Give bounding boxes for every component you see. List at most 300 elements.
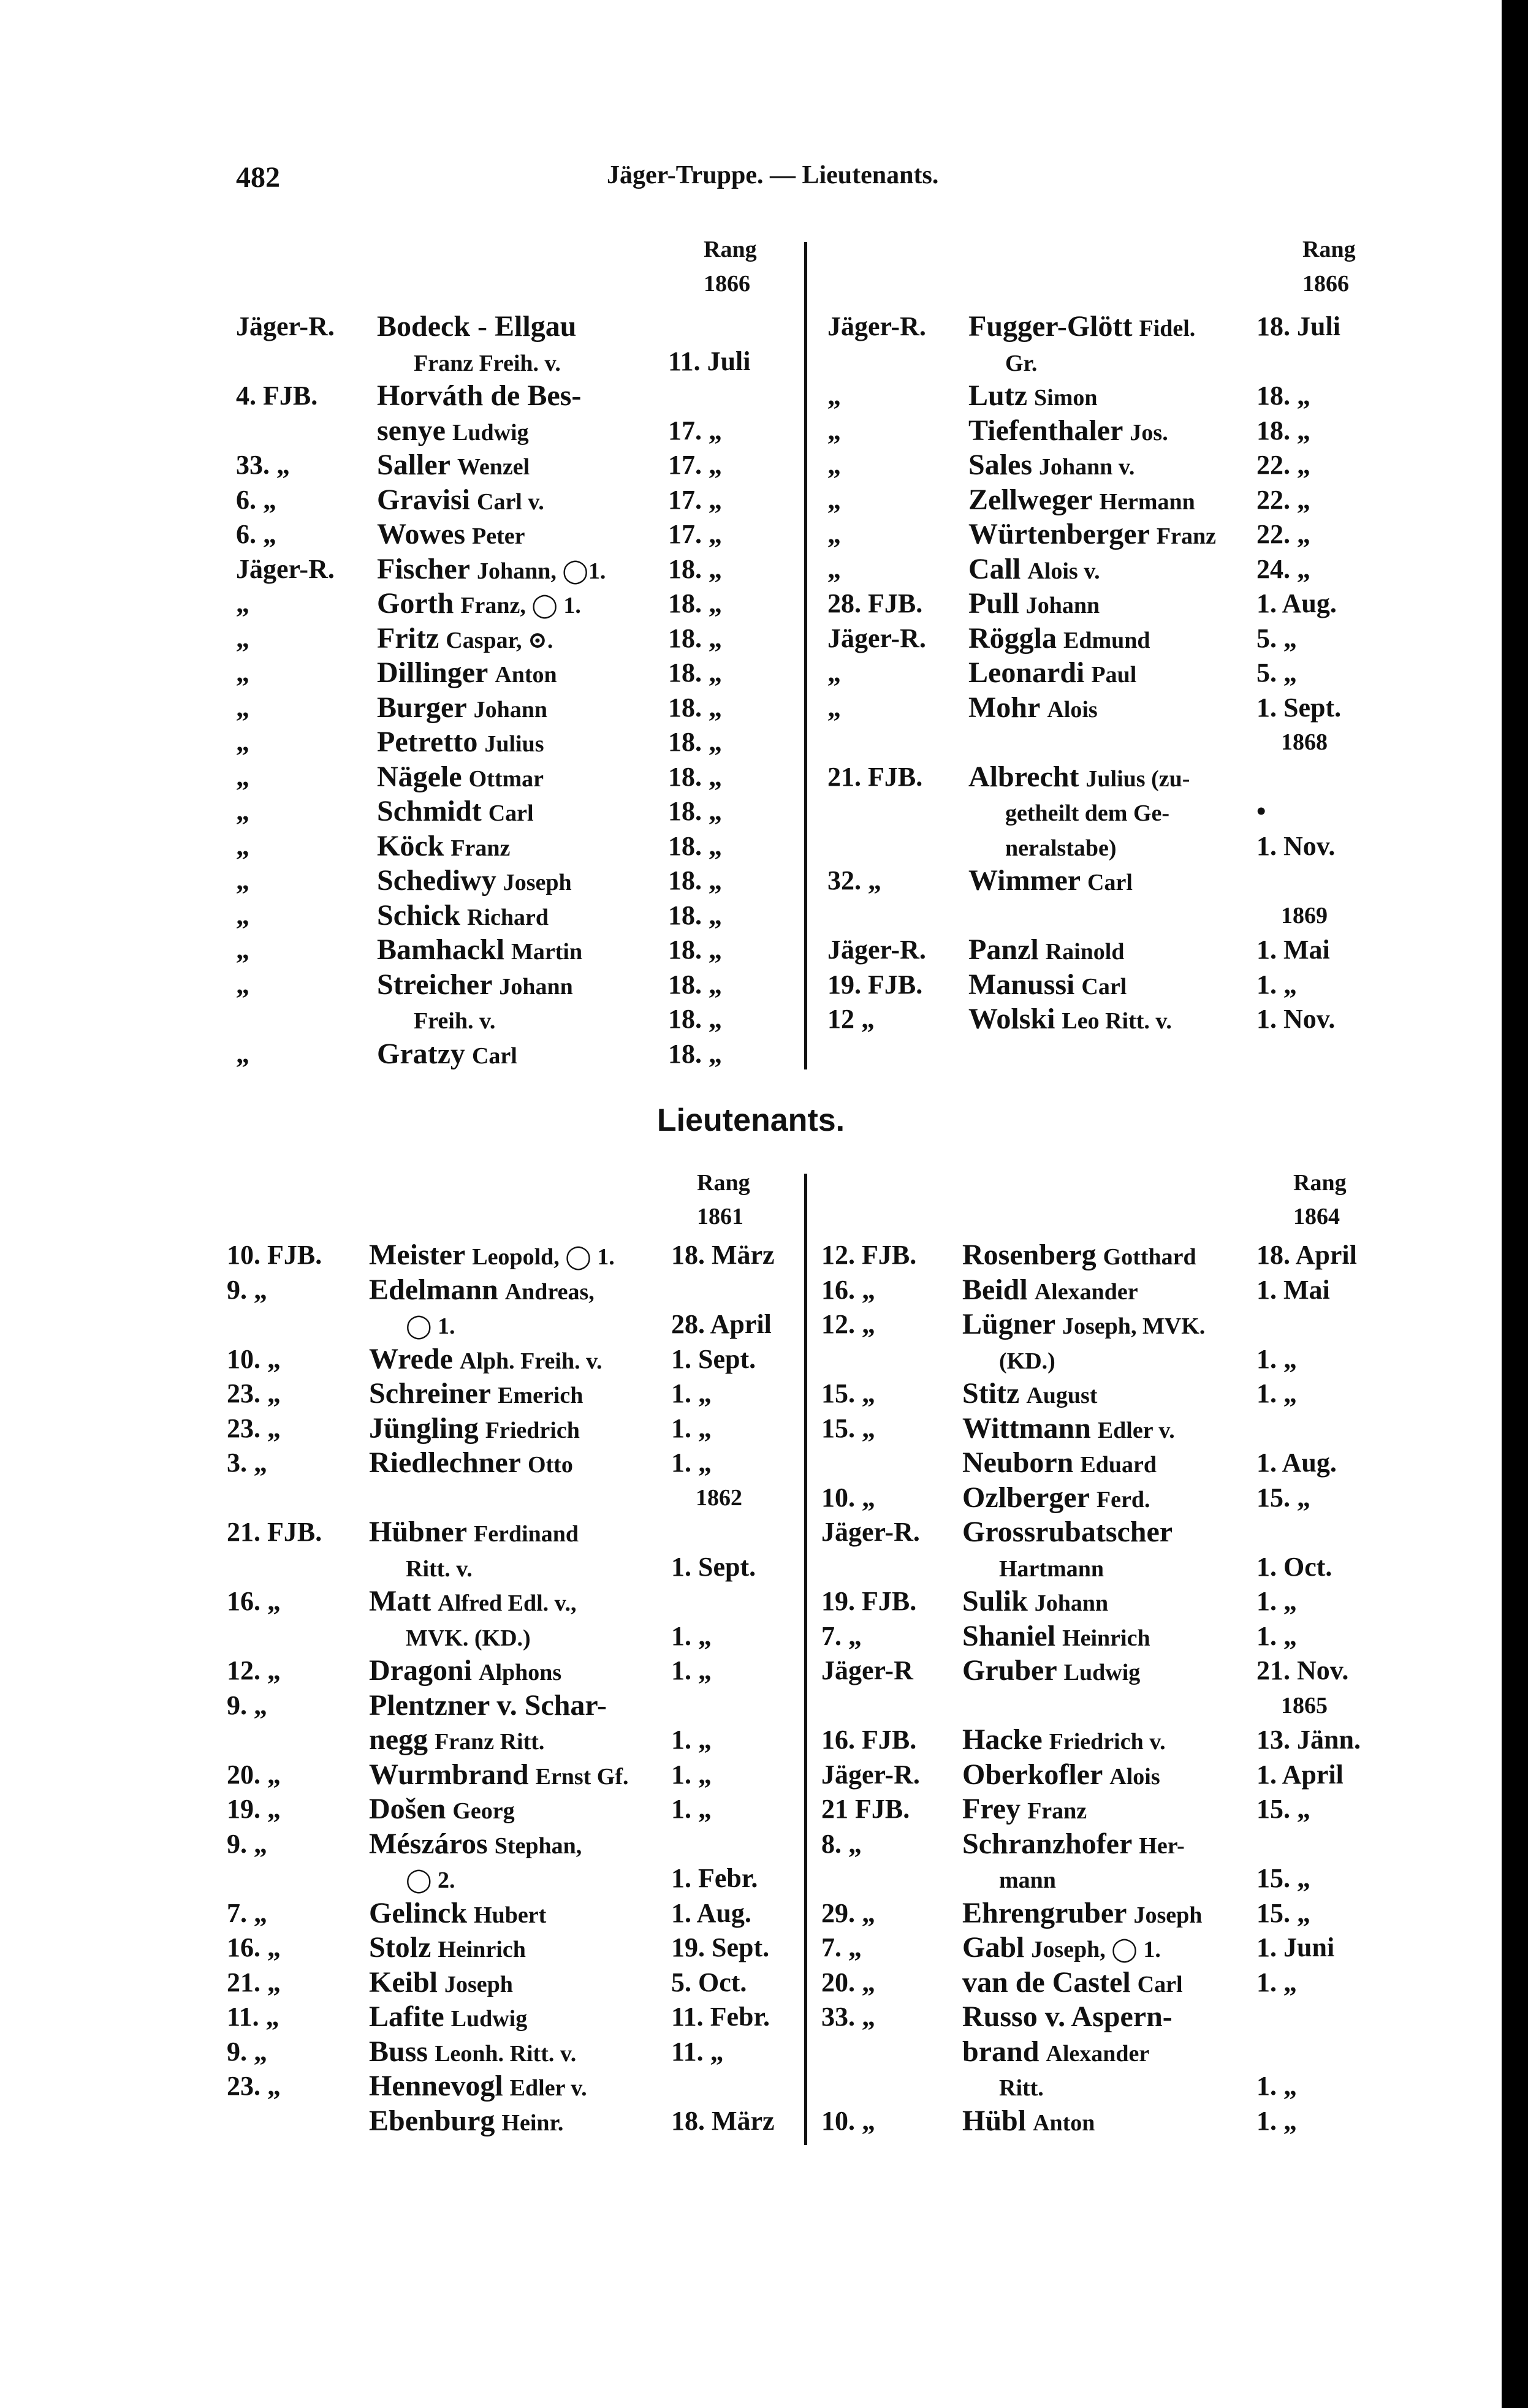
list-item bbox=[0, 1515, 1502, 1549]
officer-name: Bodeck - Ellgau bbox=[377, 310, 577, 343]
officer-name: Gorth bbox=[377, 587, 454, 620]
list-item bbox=[0, 1307, 1502, 1342]
unit-label: 16. „ bbox=[227, 1932, 281, 1962]
officer-name: Wimmer bbox=[968, 864, 1081, 897]
officer-name: Došen bbox=[369, 1793, 446, 1825]
unit-label: 7. „ bbox=[821, 1932, 862, 1962]
officer-name: Wrede bbox=[369, 1342, 453, 1375]
given-names: Ritt. bbox=[999, 2075, 1044, 2101]
officer-name: Schranzhofer bbox=[962, 1827, 1133, 1860]
officer-name: Tiefenthaler bbox=[968, 414, 1123, 447]
given-names: Ritt. v. bbox=[406, 1555, 473, 1582]
rank-date: 1. „ bbox=[671, 1620, 712, 1651]
rank-date: 1869 bbox=[1281, 902, 1328, 929]
list-item bbox=[0, 794, 1502, 829]
officer-name: Ebenburg bbox=[369, 2104, 495, 2137]
list-item bbox=[0, 1654, 1502, 1688]
unit-label: 23. „ bbox=[227, 1413, 281, 1443]
unit-label: „ bbox=[236, 692, 249, 723]
rank-date: 5. Oct. bbox=[671, 1967, 747, 1997]
officer-name: Dillinger bbox=[377, 656, 488, 689]
given-names: Gr. bbox=[1005, 350, 1038, 376]
officer-name: Schmidt bbox=[377, 795, 482, 827]
officer-name: Ozlberger bbox=[962, 1481, 1090, 1514]
given-names: August bbox=[1026, 1383, 1098, 1408]
officer-name: Dragoni bbox=[369, 1654, 472, 1687]
unit-label: 6. „ bbox=[236, 519, 276, 549]
unit-label: „ bbox=[827, 553, 841, 584]
officer-name: Fugger-Glött bbox=[968, 310, 1133, 343]
officer-name: Horváth de Bes- bbox=[377, 379, 582, 412]
unit-label: „ bbox=[236, 796, 249, 826]
given-names: Johann bbox=[473, 696, 548, 723]
given-names: Johann, ◯1. bbox=[476, 558, 606, 584]
rang-year: 1866 bbox=[704, 271, 750, 297]
list-item bbox=[0, 1723, 1502, 1757]
given-names: Franz Freih. v. bbox=[414, 350, 561, 376]
rank-date: 1868 bbox=[1281, 729, 1328, 755]
rank-date: 18. „ bbox=[668, 692, 722, 723]
unit-label: 8. „ bbox=[821, 1828, 862, 1859]
rank-date: 17. „ bbox=[668, 415, 722, 446]
rank-date: 18. „ bbox=[668, 727, 722, 757]
officer-name: Edelmann bbox=[369, 1273, 498, 1306]
rank-date: 1. „ bbox=[1256, 1620, 1297, 1651]
given-names: Fidel. bbox=[1139, 316, 1196, 341]
list-item bbox=[0, 552, 1502, 587]
officer-name: van de Castel bbox=[962, 1966, 1131, 1999]
list-item bbox=[0, 587, 1502, 621]
unit-label: 16. „ bbox=[227, 1586, 281, 1616]
officer-name: Würtenberger bbox=[968, 518, 1150, 550]
list-item bbox=[0, 760, 1502, 794]
officer-name: Gruber bbox=[962, 1654, 1057, 1687]
rank-date: 18. „ bbox=[668, 796, 722, 826]
given-names: Hartmann bbox=[999, 1555, 1104, 1582]
given-names: Peter bbox=[472, 523, 525, 549]
officer-name: Keibl bbox=[369, 1966, 438, 1999]
unit-label: 10. „ bbox=[821, 1482, 875, 1513]
list-item bbox=[0, 2104, 1502, 2138]
officer-name: Schreiner bbox=[369, 1377, 492, 1410]
rank-date: 1. Nov. bbox=[1256, 830, 1336, 861]
list-item bbox=[0, 864, 1502, 898]
given-names: Alois bbox=[1109, 1763, 1160, 1790]
rank-date: 22. „ bbox=[1256, 519, 1310, 549]
rank-date: 22. „ bbox=[1256, 450, 1310, 480]
officer-name: Sulik bbox=[962, 1585, 1028, 1617]
officer-name: Wurmbrand bbox=[369, 1758, 529, 1791]
list-item bbox=[0, 1966, 1502, 2000]
unit-label: 21 FJB. bbox=[821, 1794, 910, 1824]
rank-date: 1. „ bbox=[1256, 1967, 1297, 1997]
unit-label: Jäger-R. bbox=[236, 553, 335, 584]
unit-label: 23. „ bbox=[227, 1378, 281, 1408]
unit-label: 9. „ bbox=[227, 1274, 267, 1305]
rank-date: 1. Sept. bbox=[671, 1551, 756, 1582]
given-names: Julius bbox=[484, 731, 544, 757]
unit-label: 12. „ bbox=[821, 1309, 875, 1339]
officer-name: Hübner bbox=[369, 1516, 468, 1548]
list-item bbox=[0, 1002, 1502, 1036]
given-names: Joseph bbox=[1133, 1902, 1203, 1928]
rank-date: 1. „ bbox=[1256, 1378, 1297, 1408]
list-item bbox=[0, 1758, 1502, 1792]
officer-name: Stolz bbox=[369, 1931, 431, 1964]
unit-label: 7. „ bbox=[227, 1897, 267, 1928]
given-names: Carl bbox=[1081, 973, 1127, 1000]
given-names: Alphons bbox=[479, 1660, 562, 1685]
rang-year: 1861 bbox=[697, 1204, 743, 1229]
given-names: Ferd. bbox=[1096, 1486, 1150, 1513]
given-names: MVK. (KD.) bbox=[406, 1625, 531, 1651]
unit-label: 33. „ bbox=[821, 2002, 875, 2032]
unit-label: Jäger-R. bbox=[827, 935, 926, 965]
given-names: ◯ 1. bbox=[406, 1313, 455, 1339]
list-item bbox=[0, 1411, 1502, 1446]
given-names: Rainold bbox=[1045, 939, 1125, 965]
list-item bbox=[0, 1896, 1502, 1931]
rank-date: 15. „ bbox=[1256, 1482, 1310, 1513]
rang-label: Rang bbox=[704, 237, 757, 262]
rang-label: Rang bbox=[697, 1170, 750, 1196]
given-names: Carl bbox=[1137, 1971, 1183, 1997]
unit-label: 16. „ bbox=[821, 1274, 875, 1305]
rank-date: 1. Aug. bbox=[1256, 588, 1337, 618]
list-item bbox=[0, 483, 1502, 517]
list-item bbox=[0, 414, 1502, 448]
list-item bbox=[0, 1550, 1502, 1584]
given-names: Leopold, ◯ 1. bbox=[472, 1244, 615, 1270]
rank-date: 18. „ bbox=[1256, 381, 1310, 411]
given-names: Edler v. bbox=[509, 2075, 587, 2101]
officer-name: Neuborn bbox=[962, 1446, 1074, 1479]
given-names: Franz, ◯ 1. bbox=[460, 593, 581, 618]
officer-name: Beidl bbox=[962, 1273, 1028, 1306]
unit-label: „ bbox=[827, 484, 841, 515]
given-names: Ernst Gf. bbox=[535, 1763, 629, 1790]
rank-date: 1. „ bbox=[671, 1794, 712, 1824]
unit-label: 19. FJB. bbox=[821, 1586, 917, 1616]
list-item bbox=[0, 1238, 1502, 1272]
unit-label: Jäger-R. bbox=[827, 623, 926, 653]
unit-label: „ bbox=[827, 692, 841, 723]
officer-name: Köck bbox=[377, 829, 444, 862]
unit-label: „ bbox=[236, 865, 249, 895]
officer-name: Albrecht bbox=[968, 760, 1079, 793]
officer-name: Matt bbox=[369, 1585, 431, 1617]
given-names: Alexander bbox=[1034, 1278, 1138, 1305]
rank-date: 1. „ bbox=[671, 1413, 712, 1443]
officer-name: brand bbox=[962, 2035, 1040, 2068]
given-names: Ottmar bbox=[468, 765, 544, 792]
officer-name: Lutz bbox=[968, 379, 1027, 412]
officer-name: Panzl bbox=[968, 933, 1039, 966]
unit-label: 11. „ bbox=[227, 2002, 279, 2032]
rank-date: 17. „ bbox=[668, 484, 722, 515]
list-item bbox=[0, 968, 1502, 1002]
officer-name: Hübl bbox=[962, 2104, 1027, 2137]
rank-date: 1. Mai bbox=[1256, 935, 1330, 965]
unit-label: „ bbox=[236, 935, 249, 965]
given-names: Joseph bbox=[444, 1971, 513, 1997]
list-item bbox=[0, 1584, 1502, 1619]
unit-label: 10. FJB. bbox=[227, 1240, 322, 1270]
rank-date: 18. März bbox=[671, 2105, 775, 2136]
list-item bbox=[0, 656, 1502, 690]
rank-date: 1. „ bbox=[671, 1725, 712, 1755]
rank-date: 19. Sept. bbox=[671, 1932, 770, 1962]
officer-name: Jüngling bbox=[369, 1411, 479, 1445]
rank-date: 18. „ bbox=[668, 658, 722, 688]
officer-name: Bamhackl bbox=[377, 933, 505, 966]
rank-date: 28. April bbox=[671, 1309, 772, 1339]
unit-label: 32. „ bbox=[827, 865, 881, 895]
rank-date: 1. „ bbox=[671, 1378, 712, 1408]
given-names: Joseph bbox=[503, 870, 572, 895]
rank-date: 18. „ bbox=[1256, 415, 1310, 446]
given-names: Ludwig bbox=[452, 419, 529, 446]
given-names: Leo Ritt. v. bbox=[1062, 1008, 1172, 1034]
list-item bbox=[0, 344, 1502, 379]
given-names: Her- bbox=[1139, 1833, 1185, 1859]
rank-date: 1. Oct. bbox=[1256, 1551, 1332, 1582]
section-title: Lieutenants. bbox=[656, 1103, 845, 1138]
rank-date: 17. „ bbox=[668, 519, 722, 549]
officer-name: Gelinck bbox=[369, 1896, 468, 1929]
officer-name: Hennevogl bbox=[369, 2070, 503, 2102]
given-names: Julius (zu- bbox=[1085, 765, 1190, 792]
officer-name: Streicher bbox=[377, 968, 493, 1001]
unit-label: „ bbox=[236, 658, 249, 688]
list-item bbox=[0, 379, 1502, 413]
rank-date: 1. „ bbox=[671, 1448, 712, 1478]
unit-label: 4. FJB. bbox=[236, 381, 318, 411]
given-names: Carl bbox=[471, 1043, 517, 1069]
rank-date: 24. „ bbox=[1256, 553, 1310, 584]
given-names: Joseph, MVK. bbox=[1062, 1313, 1206, 1339]
list-item bbox=[0, 2069, 1502, 2103]
rank-date: 18. „ bbox=[668, 1038, 722, 1069]
unit-label: „ bbox=[236, 969, 249, 1000]
given-names: Edler v. bbox=[1097, 1417, 1175, 1443]
officer-name: Gravisi bbox=[377, 483, 470, 516]
unit-label: 9. „ bbox=[227, 1828, 267, 1859]
rank-date: 1. Aug. bbox=[1256, 1448, 1337, 1478]
officer-name: Russo v. Aspern- bbox=[962, 2000, 1173, 2033]
officer-name: Leonardi bbox=[968, 656, 1085, 689]
given-names: Otto bbox=[527, 1452, 573, 1478]
rank-date: 18. „ bbox=[668, 969, 722, 1000]
unit-label: 15. „ bbox=[821, 1378, 875, 1408]
unit-label: 20. „ bbox=[821, 1967, 875, 1997]
officer-name: Hacke bbox=[962, 1723, 1043, 1756]
unit-label: „ bbox=[236, 727, 249, 757]
unit-label: 19. FJB. bbox=[827, 969, 923, 1000]
list-item bbox=[0, 829, 1502, 864]
unit-label: 19. „ bbox=[227, 1794, 281, 1824]
rank-date: 1. Sept. bbox=[671, 1343, 756, 1374]
given-names: Joseph, ◯ 1. bbox=[1031, 1937, 1161, 1962]
rank-date: 18. Juli bbox=[1256, 311, 1340, 341]
list-item bbox=[0, 1792, 1502, 1826]
officer-name: Saller bbox=[377, 449, 450, 481]
rank-date: 1. Juni bbox=[1256, 1932, 1335, 1962]
officer-name: senye bbox=[377, 414, 446, 447]
rank-date: 1. Sept. bbox=[1256, 692, 1342, 723]
given-names: Franz bbox=[450, 835, 511, 861]
given-names: Franz Ritt. bbox=[435, 1729, 545, 1755]
list-item bbox=[0, 310, 1502, 344]
list-item bbox=[0, 933, 1502, 967]
officer-name: Fischer bbox=[377, 552, 470, 585]
given-names: Jos. bbox=[1130, 419, 1168, 446]
given-names: Johann v. bbox=[1039, 454, 1135, 480]
given-names: Johann bbox=[499, 973, 573, 1000]
rank-date: 18. „ bbox=[668, 553, 722, 584]
given-names: Ludwig bbox=[1063, 1660, 1141, 1685]
list-item bbox=[0, 1827, 1502, 1861]
officer-name: Wittmann bbox=[962, 1411, 1091, 1445]
rank-date: • bbox=[1256, 796, 1266, 826]
rank-date: 1862 bbox=[696, 1484, 742, 1511]
rank-date: 5. „ bbox=[1256, 623, 1297, 653]
rank-date: 1. Mai bbox=[1256, 1274, 1330, 1305]
unit-label: „ bbox=[236, 623, 249, 653]
given-names: Alois v. bbox=[1027, 558, 1100, 584]
given-names: Heinrich bbox=[1062, 1625, 1150, 1651]
list-item bbox=[0, 725, 1502, 759]
unit-label: 33. „ bbox=[236, 450, 290, 480]
officer-name: Schediwy bbox=[377, 864, 496, 897]
unit-label: 20. „ bbox=[227, 1759, 281, 1790]
officer-name: Meister bbox=[369, 1239, 466, 1271]
rank-date: 1. Aug. bbox=[671, 1897, 751, 1928]
unit-label: 7. „ bbox=[821, 1620, 862, 1651]
given-names: Ferdinand bbox=[474, 1521, 579, 1547]
list-item bbox=[0, 2000, 1502, 2034]
officer-name: Lügner bbox=[962, 1308, 1056, 1340]
given-names: Friedrich bbox=[485, 1417, 580, 1443]
officer-name: Pull bbox=[968, 587, 1019, 620]
given-names: Andreas, bbox=[504, 1278, 595, 1305]
given-names: Johann bbox=[1034, 1590, 1109, 1616]
unit-label: 21. FJB. bbox=[827, 761, 923, 792]
officer-name: Shaniel bbox=[962, 1619, 1056, 1652]
unit-label: 16. FJB. bbox=[821, 1725, 917, 1755]
list-item bbox=[0, 448, 1502, 482]
officer-name: Mohr bbox=[968, 691, 1041, 724]
rank-date: 15. „ bbox=[1256, 1794, 1310, 1824]
given-names: Edmund bbox=[1063, 627, 1150, 653]
officer-name: Sales bbox=[968, 449, 1033, 481]
officer-name: Röggla bbox=[968, 621, 1057, 655]
officer-name: Plentzner v. Schar- bbox=[369, 1688, 607, 1722]
given-names: Ludwig bbox=[450, 2006, 528, 2032]
list-item bbox=[0, 2035, 1502, 2069]
rank-date: 18. „ bbox=[668, 865, 722, 895]
unit-label: Jäger-R bbox=[821, 1655, 913, 1685]
rang-year: 1866 bbox=[1302, 271, 1349, 297]
unit-label: 10. „ bbox=[227, 1343, 281, 1374]
unit-label: „ bbox=[236, 588, 249, 618]
given-names: Alfred Edl. v., bbox=[438, 1590, 577, 1616]
given-names: Paul bbox=[1091, 662, 1137, 688]
given-names: Eduard bbox=[1080, 1452, 1157, 1478]
rank-date: 21. Nov. bbox=[1256, 1655, 1349, 1685]
rank-date: 18. „ bbox=[668, 900, 722, 930]
given-names: Heinrich bbox=[438, 1937, 526, 1962]
rank-date: 18. „ bbox=[668, 623, 722, 653]
given-names: Leonh. Ritt. v. bbox=[435, 2040, 577, 2067]
given-names: Johann bbox=[1025, 593, 1100, 618]
unit-label: „ bbox=[827, 381, 841, 411]
list-item bbox=[0, 1688, 1502, 1723]
given-names: Friedrich v. bbox=[1049, 1729, 1166, 1755]
officer-name: Zellweger bbox=[968, 483, 1093, 516]
rank-date: 11. Juli bbox=[668, 346, 751, 376]
given-names: Anton bbox=[495, 662, 557, 688]
running-title: Jäger-Truppe. — Lieutenants. bbox=[607, 161, 939, 189]
rank-date: 18. „ bbox=[668, 830, 722, 861]
unit-label: 21. „ bbox=[227, 1967, 281, 1997]
officer-name: Wowes bbox=[377, 518, 465, 550]
page-number: 482 bbox=[236, 161, 280, 194]
given-names: ◯ 2. bbox=[406, 1867, 455, 1893]
officer-name: Petretto bbox=[377, 726, 478, 758]
rank-date: 13. Jänn. bbox=[1256, 1725, 1361, 1755]
list-item bbox=[0, 517, 1502, 552]
list-item bbox=[0, 1273, 1502, 1307]
unit-label: 29. „ bbox=[821, 1897, 875, 1928]
given-names: Carl v. bbox=[477, 488, 544, 515]
list-item bbox=[0, 1619, 1502, 1654]
officer-name: Burger bbox=[377, 691, 467, 724]
unit-label: „ bbox=[827, 415, 841, 446]
rank-date: 1865 bbox=[1281, 1692, 1328, 1719]
given-names: Carl bbox=[488, 800, 534, 826]
given-names: Wenzel bbox=[457, 454, 530, 480]
list-item bbox=[0, 691, 1502, 725]
given-names: Franz bbox=[1027, 1798, 1087, 1824]
given-names: Caspar, ⊙. bbox=[446, 627, 553, 653]
given-names: Stephan, bbox=[494, 1833, 582, 1859]
list-item bbox=[0, 1481, 1502, 1515]
officer-name: Riedlechner bbox=[369, 1446, 521, 1479]
given-names: getheilt dem Ge- bbox=[1005, 800, 1170, 826]
given-names: Alois bbox=[1047, 696, 1098, 723]
unit-label: „ bbox=[236, 830, 249, 861]
unit-label: 9. „ bbox=[227, 2036, 267, 2067]
given-names: Hubert bbox=[474, 1902, 547, 1928]
officer-name: Mészáros bbox=[369, 1827, 488, 1860]
officer-name: Ehrengruber bbox=[962, 1896, 1127, 1929]
officer-name: Stitz bbox=[962, 1377, 1020, 1410]
officer-name: Grossrubatscher bbox=[962, 1516, 1173, 1548]
given-names: Martin bbox=[511, 939, 583, 965]
rank-date: 1. „ bbox=[671, 1655, 712, 1685]
unit-label: 23. „ bbox=[227, 2071, 281, 2101]
unit-label: „ bbox=[236, 761, 249, 792]
unit-label: Jäger-R. bbox=[821, 1759, 920, 1790]
given-names: Richard bbox=[467, 904, 549, 930]
unit-label: 6. „ bbox=[236, 484, 276, 515]
officer-name: Manussi bbox=[968, 968, 1075, 1001]
rank-date: 5. „ bbox=[1256, 658, 1297, 688]
given-names: Freih. v. bbox=[414, 1008, 496, 1034]
rank-date: 18. April bbox=[1256, 1240, 1357, 1270]
unit-label: 12 „ bbox=[827, 1004, 875, 1034]
